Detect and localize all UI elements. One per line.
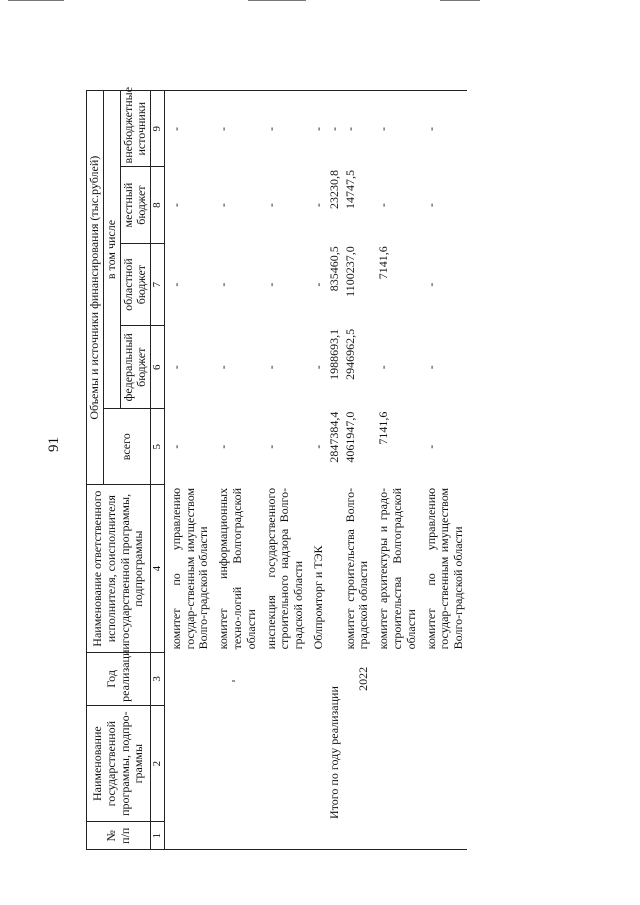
regional-cell: -	[263, 282, 278, 287]
extrabudget-cell: -	[264, 91, 307, 167]
regional-cell: -	[168, 282, 183, 287]
page-number: 91	[46, 437, 62, 452]
header-col-extrabudget: внебюджетные источники	[120, 91, 151, 167]
executor-cell: Облпромторг и ТЭК	[311, 545, 325, 650]
regional-cell: -	[216, 282, 231, 287]
year-cell: 2022	[356, 666, 371, 691]
column-number: 3	[151, 652, 165, 705]
local-cell: -	[263, 203, 278, 208]
table-row	[216, 91, 259, 850]
header-col-program: Наименование государственной программы, подпро-граммы	[87, 705, 151, 822]
table-row	[264, 91, 307, 850]
column-number: 9	[151, 91, 165, 167]
total-cell: -	[423, 444, 438, 449]
regional-cell: 1100237,0	[342, 246, 357, 297]
federal-cell: -	[263, 365, 278, 370]
header-col-regional: областной бюджет	[120, 243, 151, 326]
header-col-federal: федеральный бюджет	[120, 326, 151, 409]
federal-cell: 2946962,5	[342, 328, 357, 380]
column-number: 2	[151, 705, 165, 822]
extrabudget-cell: -	[327, 91, 343, 167]
executor-cell: комитет информационных техно-логий Волгоградской области	[216, 487, 258, 650]
federal-cell: -	[168, 365, 183, 370]
table-row	[376, 91, 419, 850]
local-cell: -	[376, 203, 391, 208]
total-cell: -	[216, 444, 231, 449]
table-header	[87, 86, 151, 850]
header-financing-group: Объемы и источники финансирования (тыс.рублей)	[87, 91, 104, 485]
local-cell: -	[168, 203, 183, 208]
executor-cell: комитет по управлению государ-ственным имуществом Волго-градской области	[168, 487, 211, 650]
table-row	[424, 91, 467, 850]
federal-cell: -	[311, 365, 325, 370]
regional-cell: 7141,6	[376, 246, 391, 280]
extrabudget-cell: -	[376, 91, 419, 167]
header-col-year: Год реализации	[87, 652, 151, 705]
header-col-number: № п/п	[87, 822, 151, 850]
local-cell: 23230,8	[326, 169, 341, 209]
local-cell: -	[311, 203, 325, 208]
column-number: 8	[151, 167, 165, 243]
rotated-table-wrapper	[86, 86, 606, 850]
column-number: 4	[151, 485, 165, 652]
executor-cell: комитет архитектуры и градо-строительства Волгоградской области	[376, 487, 418, 650]
column-number: 7	[151, 243, 165, 326]
financing-table	[86, 86, 467, 850]
column-number: 6	[151, 326, 165, 409]
header-col-executor: Наименование ответственного исполнителя, соисполнителя государственной программы, подпрограммы	[87, 485, 151, 652]
regional-cell: -	[423, 282, 438, 287]
total-cell: -	[263, 444, 278, 449]
local-cell: -	[216, 203, 231, 208]
year-total-label: Итого по году реализации	[326, 686, 341, 819]
local-cell: -	[423, 203, 438, 208]
executor-cell: инспекция государственного строительного надзора Волго-градской области	[263, 487, 306, 650]
total-cell: -	[168, 444, 183, 449]
local-cell: 14747,5	[342, 169, 357, 209]
total-cell: -	[311, 444, 325, 449]
header-including: в том числе	[103, 91, 120, 409]
table-row	[343, 91, 373, 850]
extrabudget-cell: -	[311, 91, 327, 167]
column-number-row	[151, 91, 165, 850]
scan-edge-line	[248, 0, 306, 1]
extrabudget-cell: -	[169, 91, 212, 167]
table-row	[169, 91, 212, 850]
federal-cell: -	[216, 365, 231, 370]
total-cell: 4061947,0	[342, 411, 357, 463]
extrabudget-cell: -	[424, 91, 467, 167]
scan-edge-line	[8, 0, 64, 1]
table-body	[164, 91, 467, 850]
federal-cell: -	[376, 365, 391, 370]
scan-edge-line	[440, 0, 480, 1]
table-row	[311, 91, 327, 850]
regional-cell: 835460,5	[326, 246, 341, 292]
regional-cell: -	[311, 282, 325, 287]
extrabudget-cell: -	[343, 91, 373, 167]
header-col-local: местный бюджет	[120, 167, 151, 243]
column-number: 1	[151, 822, 165, 850]
year-total-row	[327, 91, 343, 850]
federal-cell: 1988693,1	[326, 328, 341, 380]
total-cell: 2847384,4	[326, 411, 341, 463]
column-number: 5	[151, 409, 165, 485]
extrabudget-cell: -	[216, 91, 259, 167]
executor-cell: комитет строительства Волго-градской области	[342, 487, 371, 650]
total-cell: 7141,6	[376, 411, 391, 445]
header-col-total: всего	[103, 409, 150, 485]
federal-cell: -	[423, 365, 438, 370]
executor-cell: комитет по управлению государ-ственным имуществом Волго-градской области	[423, 487, 466, 650]
